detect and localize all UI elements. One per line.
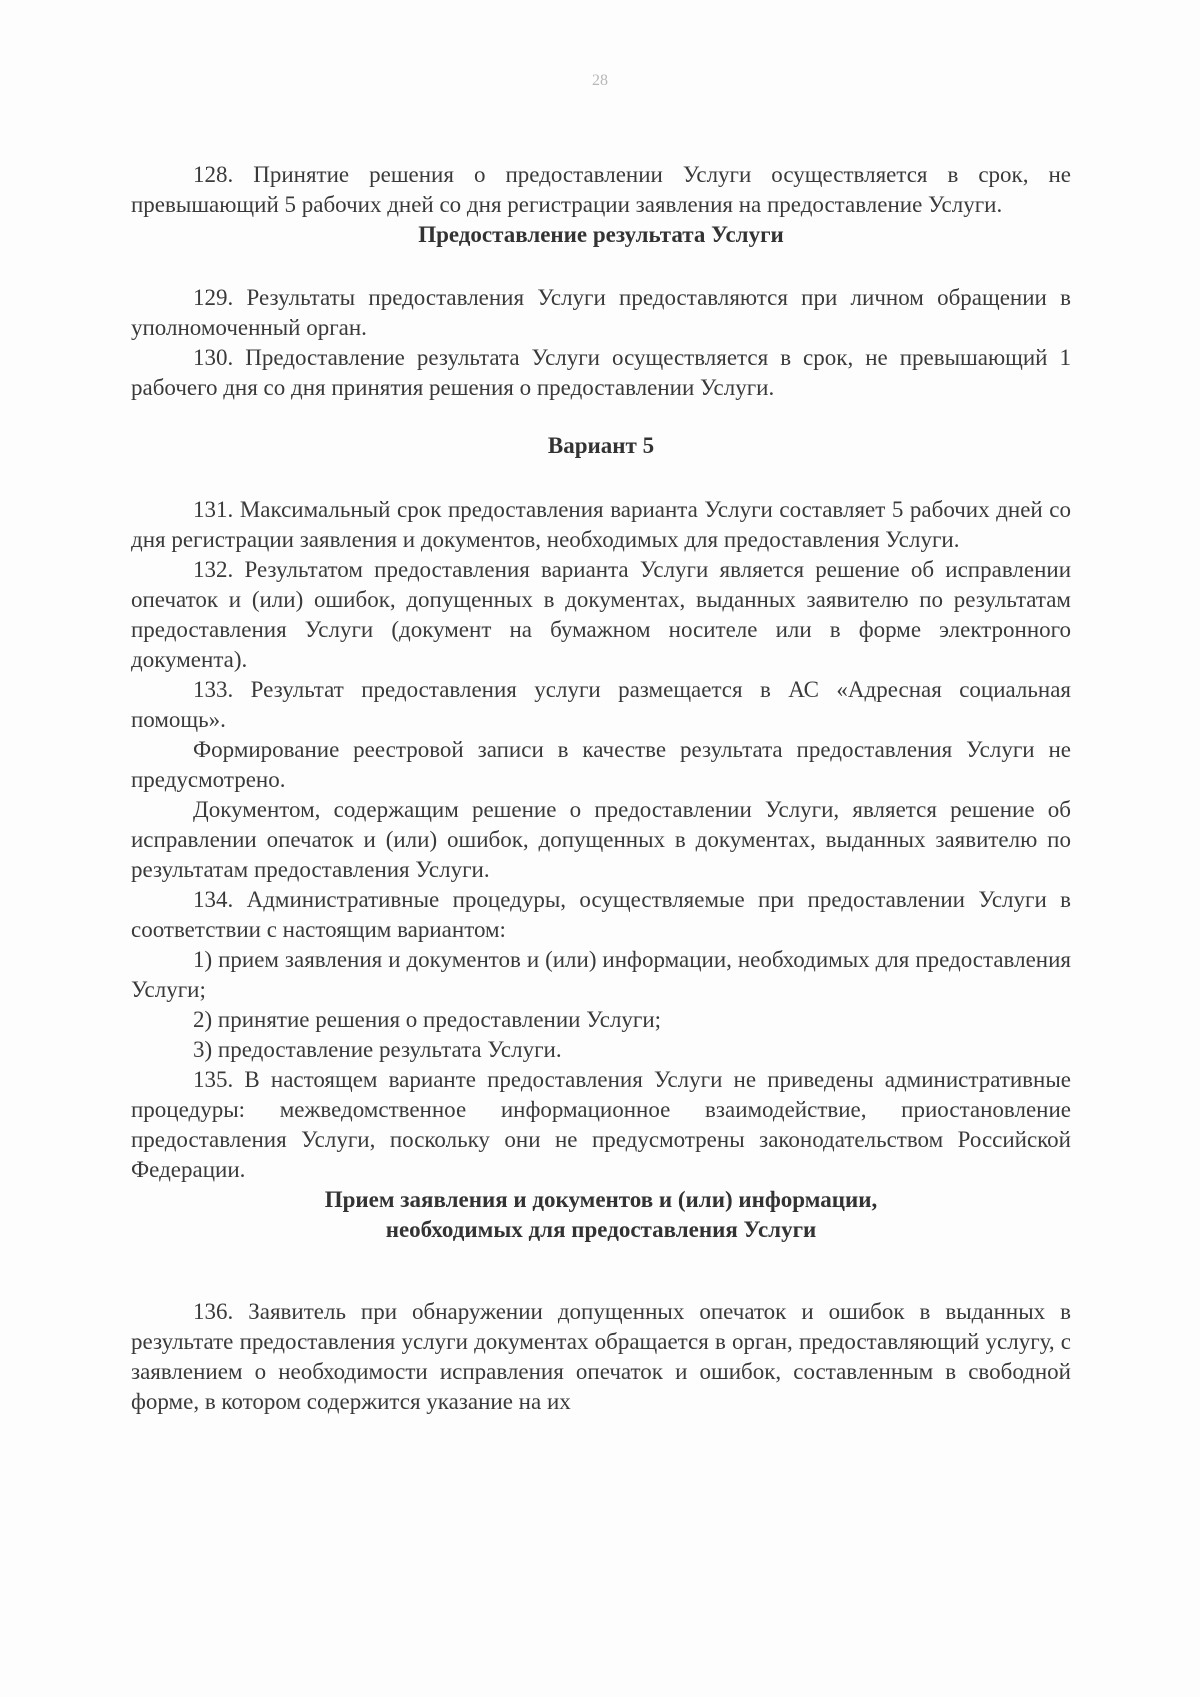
paragraph-129: 129. Результаты предоставления Услуги предоставляются при личном обращении в уполномоченный орган. — [131, 285, 1071, 340]
paragraph-132: 132. Результатом предоставления варианта Услуги является решение об исправлении опечаток и (или) ошибок, допущенных в документах, выданных заявителю по результатам предоставления Услуги (документ на бумажном носителе или в форме электронного документа). — [131, 557, 1071, 672]
heading-result-provision: Предоставление результата Услуги — [418, 222, 784, 247]
paragraph-134: 134. Административные процедуры, осуществляемые при предоставлении Услуги в соответствии с настоящим вариантом: — [131, 887, 1071, 942]
paragraph-136: 136. Заявитель при обнаружении допущенных опечаток и ошибок в выданных в результате предоставления услуги документах обращается в орган, предоставляющий услугу, с заявлением о необходимости исправления опечаток и ошибок, составленным в свободной форме, в котором содержится указание на их — [131, 1299, 1071, 1414]
heading-variant-5: Вариант 5 — [547, 433, 655, 458]
paragraph-131: 131. Максимальный срок предоставления варианта Услуги составляет 5 рабочих дней со дня регистрации заявления и документов, необходимых для предоставления Услуги. — [131, 497, 1071, 552]
heading-application-receipt-line2: необходимых для предоставления Услуги — [385, 1217, 817, 1242]
heading-application-receipt-line1: Прием заявления и документов и (или) информации, — [324, 1187, 878, 1212]
list-item-2: 2) принятие решения о предоставлении Услуги; — [193, 1007, 662, 1032]
document-body — [131, 160, 1071, 1417]
paragraph-135: 135. В настоящем варианте предоставления Услуги не приведены административные процедуры: межведомственное информационное взаимодействие, приостановление предоставления Услуги, поскольку они не предусмотрены законодательством Российской Федерации. — [131, 1067, 1071, 1182]
page-number: 28 — [592, 72, 608, 89]
list-item-1: 1) прием заявления и документов и (или) информации, необходимых для предоставления Услуги; — [131, 947, 1071, 1002]
paragraph-128: 128. Принятие решения о предоставлении Услуги осуществляется в срок, не превышающий 5 рабочих дней со дня регистрации заявления на предоставление Услуги. — [131, 162, 1071, 217]
paragraph-registry-record: Формирование реестровой записи в качестве результата предоставления Услуги не предусмотрено. — [131, 737, 1071, 792]
list-item-3: 3) предоставление результата Услуги. — [193, 1037, 562, 1062]
paragraph-decision-document: Документом, содержащим решение о предоставлении Услуги, является решение об исправлении опечаток и (или) ошибок, допущенных в документах, выданных заявителю по результатам предоставления Услуги. — [131, 797, 1071, 882]
paragraph-133: 133. Результат предоставления услуги размещается в АС «Адресная социальная помощь». — [131, 677, 1071, 732]
paragraph-130: 130. Предоставление результата Услуги осуществляется в срок, не превышающий 1 рабочего дня со дня принятия решения о предоставлении Услуги. — [131, 345, 1071, 400]
